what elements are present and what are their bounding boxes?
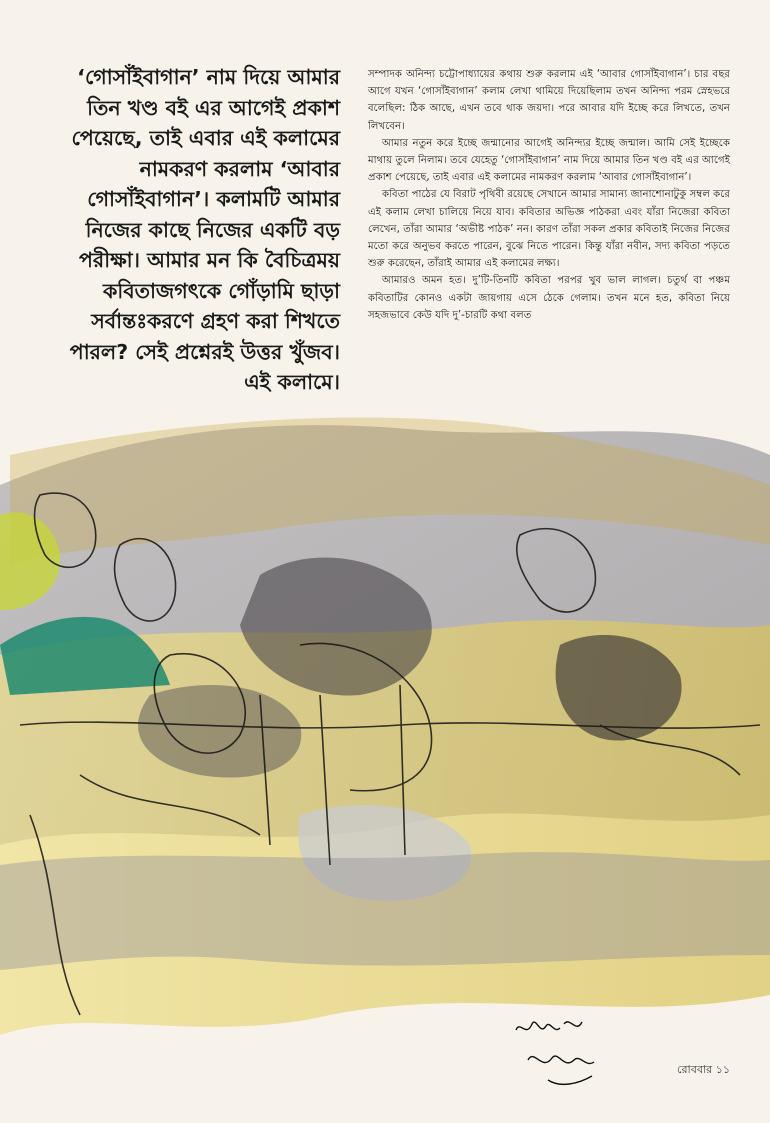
article-paragraph: কবিতা পাঠের যে বিরাট পৃথিবী রয়েছে সেখানে আমার সামান্য জানাশোনাটুকু সম্বল করে এই কলাম লেখা চালিয়ে নিয়ে যাব। কবিতার অভিজ্ঞ পাঠকরা এবং যাঁরা নিজেরা কবিতা লেখেন, তাঁরা আমার ‘অভীষ্ট পাঠক’ নন। কারণ তাঁরা সকল প্রকার কবিতাই নিজের নিজের মতো করে অনুভব করতে পারেন, বুঝে নিতে পারেন। কিন্তু যাঁরা নবীন, সদ্য কবিতা পড়তে শুরু করেছেন, তাঁরাই আমার এই কলামের লক্ষ্য।: [368, 189, 730, 270]
article-paragraph: আমারও অমন হত। দু’টি-তিনটি কবিতা পরপর খুব ভাল লাগল। চতুর্থ বা পঞ্চম কবিতাটির কোনও একটা জায়গায় এসে ঠেকে গেলাম। তখন মনে হত, কবিতা নিয়ে সহজভাবে কেউ যদি দু’-চারটি কথা বলত: [368, 275, 730, 321]
abstract-painting: [0, 395, 770, 1123]
pull-quote: ‘গোসাঁইবাগান’ নাম দিয়ে আমার তিন খণ্ড বই এর আগেই প্রকাশ পেয়েছে, তাই এবার এই কলামের নামকরণ করলাম ‘আবার গোসাঁইবাগান’। কলামটি আমার নিজের কাছে নিজের একটি বড় পরীক্ষা। আমার মন কি বৈচিত্রময় কবিতাজগৎকে গোঁড়ামি ছাড়া সর্বান্তঃকরণে গ্রহণ করা শিখতে পারল? সেই প্রশ্নেরই উত্তর খুঁজব। এই কলামে।: [69, 65, 340, 394]
article-paragraph: আমার নতুন করে ইচ্ছে জন্মানোর আগেই অনিন্দ্যর ইচ্ছে জন্মাল। আমি সেই ইচ্ছেকে মাথায় তুলে নিলাম। তবে যেহেতু ‘গোসাঁইবাগান’ নাম দিয়ে আমার তিন খণ্ড বই এর আগেই প্রকাশ পেয়েছে, তাই এবার এই কলামের নামকরণ করলাম ‘আবার গোসাঁইবাগান’।: [368, 137, 730, 184]
gray-lower-wash: [0, 852, 770, 970]
page-label: রোববার ১১: [677, 1063, 730, 1076]
page-footer: [677, 1061, 730, 1080]
artist-signature: [508, 1010, 618, 1100]
article-body: [368, 66, 730, 324]
article-paragraph: সম্পাদক অনিন্দ্য চট্টোপাধ্যায়ের কথায় শুরু করলাম এই ‘আবার গোসাঁইবাগান’। চার বছর আগে যখন ‘গোসাঁইবাগান’ কলাম লেখা থামিয়ে দিয়েছিলাম তখন অনিন্দ্য পরম স্নেহভরে বলেছিল: ঠিক আছে, এখন তবে থাক জয়দা। পরে আবার যদি ইচ্ছে করে লিখতে, তখন লিখবেন।: [368, 69, 730, 132]
